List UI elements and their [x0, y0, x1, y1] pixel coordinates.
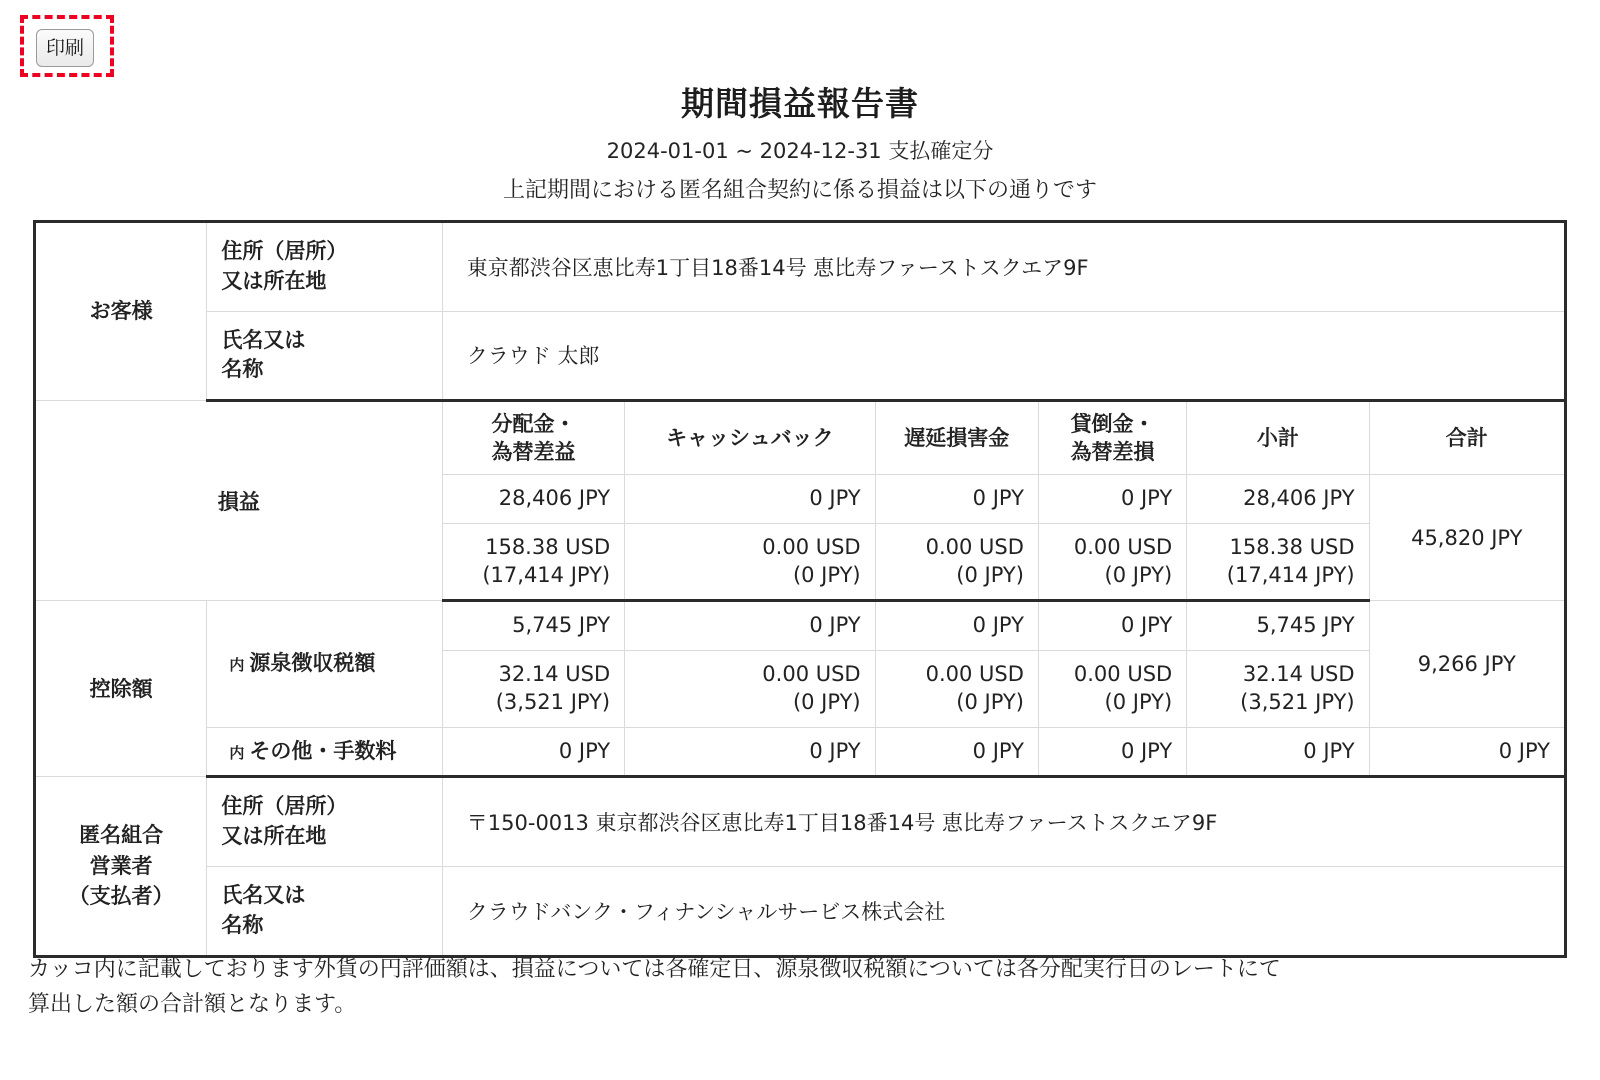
wh-usd-distribution: 32.14 USD (3,521 JPY) — [442, 651, 624, 727]
customer-address-label: 住所（居所） 又は所在地 — [207, 222, 442, 312]
operator-address-label: 住所（居所） 又は所在地 — [207, 777, 442, 867]
table-row — [35, 727, 1566, 777]
table-row — [35, 866, 1566, 956]
pl-usd-cashback: 0.00 USD (0 JPY) — [625, 523, 875, 600]
column-header-total: 合計 — [1369, 401, 1565, 475]
column-header-distribution: 分配金・ 為替差益 — [442, 401, 624, 475]
wh-usd-cashback: 0.00 USD (0 JPY) — [625, 651, 875, 727]
wh-grand-total: 9,266 JPY — [1369, 601, 1565, 727]
of-jpy-distribution: 0 JPY — [442, 727, 624, 777]
pl-jpy-distribution: 28,406 JPY — [442, 475, 624, 524]
of-jpy-late-damages: 0 JPY — [875, 727, 1038, 777]
pl-jpy-late-damages: 0 JPY — [875, 475, 1038, 524]
pl-jpy-subtotal: 28,406 JPY — [1187, 475, 1369, 524]
withholding-row-label: 内 源泉徴収税額 — [207, 601, 442, 727]
of-grand-total: 0 JPY — [1369, 727, 1565, 777]
pl-usd-late-damages: 0.00 USD (0 JPY) — [875, 523, 1038, 600]
table-row — [35, 777, 1566, 867]
pl-usd-distribution: 158.38 USD (17,414 JPY) — [442, 523, 624, 600]
of-jpy-bad-debt: 0 JPY — [1038, 727, 1186, 777]
report-lead-text: 上記期間における匿名組合契約に係る損益は以下の通りです — [502, 178, 1097, 203]
table-header-row — [35, 401, 1566, 475]
column-header-subtotal: 小計 — [1187, 401, 1369, 475]
wh-usd-bad-debt: 0.00 USD (0 JPY) — [1038, 651, 1186, 727]
operator-name-value: クラウドバンク・フィナンシャルサービス株式会社 — [442, 866, 1565, 956]
table-row — [35, 311, 1566, 401]
profit-loss-report-table — [33, 220, 1567, 958]
table-row — [35, 601, 1566, 651]
others-fees-row-label: 内 その他・手数料 — [207, 727, 442, 777]
wh-jpy-subtotal: 5,745 JPY — [1187, 601, 1369, 651]
page-title: 期間損益報告書 — [681, 84, 919, 123]
footnote — [28, 952, 1573, 1022]
wh-jpy-late-damages: 0 JPY — [875, 601, 1038, 651]
customer-name-label: 氏名又は 名称 — [207, 311, 442, 401]
profit-loss-row-label: 損益 — [35, 401, 443, 601]
pl-jpy-bad-debt: 0 JPY — [1038, 475, 1186, 524]
footnote-line-1: カッコ内に記載しております外貨の円評価額は、損益については各確定日、源泉徴収税額については各分配実行日のレートにて — [28, 957, 1281, 982]
pl-grand-total: 45,820 JPY — [1369, 475, 1565, 601]
deduction-section-label: 控除額 — [35, 601, 207, 777]
operator-section-label: 匿名組合 営業者 （支払者） — [35, 777, 207, 956]
pl-usd-subtotal: 158.38 USD (17,414 JPY) — [1187, 523, 1369, 600]
document-header — [0, 78, 1600, 204]
operator-address-value: 〒150-0013 東京都渋谷区恵比寿1丁目18番14号 恵比寿ファーストスクエア9F — [442, 777, 1565, 867]
operator-name-label: 氏名又は 名称 — [207, 866, 442, 956]
column-header-bad-debt: 貸倒金・ 為替差損 — [1038, 401, 1186, 475]
wh-usd-subtotal: 32.14 USD (3,521 JPY) — [1187, 651, 1369, 727]
customer-name-value: クラウド 太郎 — [442, 311, 1565, 401]
wh-jpy-bad-debt: 0 JPY — [1038, 601, 1186, 651]
footnote-line-2: 算出した額の合計額となります。 — [28, 992, 357, 1018]
column-header-late-damages: 遅延損害金 — [875, 401, 1038, 475]
report-period: 2024-01-01 ~ 2024-12-31 支払確定分 — [606, 139, 994, 163]
print-button[interactable]: 印刷 — [36, 29, 94, 67]
wh-usd-late-damages: 0.00 USD (0 JPY) — [875, 651, 1038, 727]
table-row — [35, 222, 1566, 312]
customer-address-value: 東京都渋谷区恵比寿1丁目18番14号 恵比寿ファーストスクエア9F — [442, 222, 1565, 312]
of-jpy-subtotal: 0 JPY — [1187, 727, 1369, 777]
pl-usd-bad-debt: 0.00 USD (0 JPY) — [1038, 523, 1186, 600]
column-header-cashback: キャッシュバック — [625, 401, 875, 475]
wh-jpy-distribution: 5,745 JPY — [442, 601, 624, 651]
pl-jpy-cashback: 0 JPY — [625, 475, 875, 524]
customer-section-label: お客様 — [35, 222, 207, 401]
wh-jpy-cashback: 0 JPY — [625, 601, 875, 651]
of-jpy-cashback: 0 JPY — [625, 727, 875, 777]
